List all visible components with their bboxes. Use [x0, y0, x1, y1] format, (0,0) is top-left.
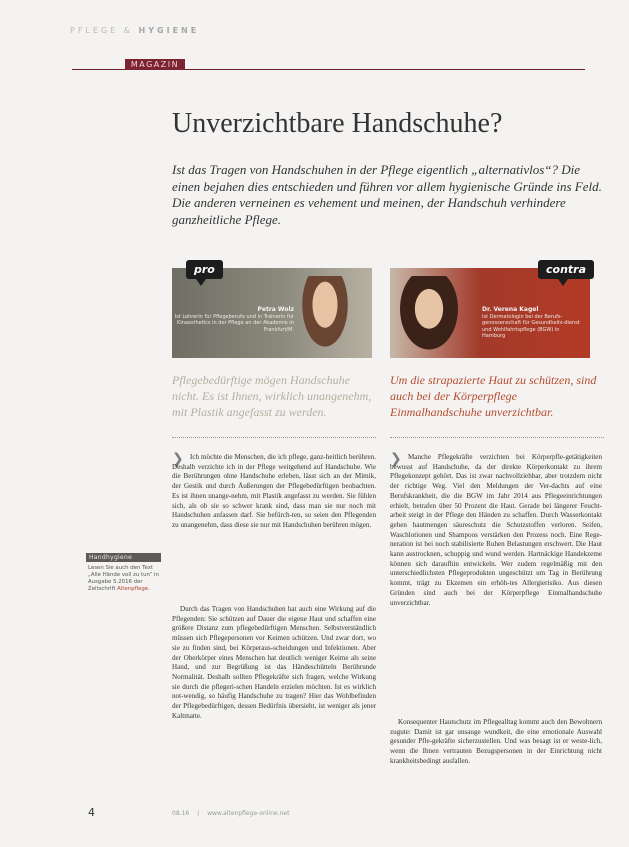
sidebar-heading: Handhygiene: [86, 553, 161, 562]
contra-bubble: [538, 260, 594, 286]
pro-paragraph-2: Durch das Tragen von Handschuhen hat auch eine Wirkung auf die Pflegenden: Sie schützen auf Dauer die eigene Haut und schaffen eine größere Distanz zum pflegebedürftigen Menschen. Selbstverständlich müssen sich Pflegepersonen vor Keimen schützen. Und zwar dort, wo sie zu finden sind, bei Körperaus-scheidungen und Infektionen. Aber der Oberkörper eines Menschen hat deutlich weniger Keime als seine Hand, und zur Begrüßung ist das Händeschütteln Berührunde Normalität. Deshalb sollten Pflegekräfte sich fragen, welche Wirkung sie durch die pflegeri-schen Handeln erzielen möchten. Ist es wirklich not-wendig, so häufig Handschuhe zu tragen? Hier das Wohlbefinden der Pflegebedürftigen, dessen Bedürfnis übersieht, ist weniger als jener Kaltmatte.: [172, 605, 376, 720]
contra-quote: Um die strapazierte Haut zu schützen, sind auch bei der Körperpflege Einmalhandschuhe unverzichtbar.: [390, 373, 597, 419]
article-title: Unverzichtbare Handschuhe?: [172, 108, 503, 139]
contra-portrait: [394, 276, 464, 358]
pro-chevron-icon: ❯: [172, 451, 184, 467]
contra-divider: [390, 437, 604, 438]
footer-issue-number: 08.16: [172, 810, 190, 817]
pro-paragraph-1: Ich möchte die Menschen, die ich pflege, ganz-heitlich berühren. Deshalb verzichte ich in der Pflege weitgehend auf Handschuhe. Wie die Berührungen ohne Handschuhe erleben, lässt sich an der Mimik, der Gestik und durch Äußerungen der Pflegebedürftigen beobachten. Es ist ihnen unange-nehm, mit Plastik angefasst zu werden. Sie fühlen sich, als ob sie so schwer krank sind, dass man sie nur noch mit Handschuhen anfassen darf. Sie befürch-ten, so seien den Pflegenden zu unangenehm, dass diese sie nur mit Handschuhen berühren mögen.: [172, 453, 376, 529]
sidebar-note: [88, 565, 160, 593]
contra-description: Ist Dermatologin bei der Berufs-genossenschaft für Gesundheits-dienst und Wohlfahrtspflege (BGW) in Hamburg: [482, 314, 580, 339]
page-number: 4: [88, 806, 95, 819]
contra-label: contra: [538, 260, 594, 279]
pro-description: Ist Lehrerin für Pflegeberufe und in Trainerin für Kinaesthetics in der Pflege an der Akademie in Frankfurt/M.: [174, 314, 294, 333]
pro-bubble: [186, 260, 223, 286]
contra-paragraph-2: Konsequenter Hautschutz im Pflegealltag kommt auch den Bewohnern zugute: Damit ist gar unsauge wundkeit, die eine emotionale Auswahl gesunder Pfle-gekräfte sicherzustellen. Und was besagt ist er weste-lich, wenn die Ihnen vertrauten Bezugspersonen in der Einrichtung nicht krankheitsbedingt ausfallen.: [390, 718, 602, 765]
pro-label: pro: [186, 260, 223, 279]
section-badge: MAGAZIN: [125, 59, 185, 70]
pro-quote: Pflegebedürftige mögen Handschuhe nicht. Es ist Ihnen, wirklich unangenehm, mit Plastik angefasst zu werden.: [172, 373, 372, 419]
sidebar-text: Lesen Sie auch den Text „Alle Hände voll zu tun“ in Ausgabe 5.2016 der Zeitschrift: [88, 565, 159, 592]
footer-separator: |: [197, 810, 200, 817]
contra-chevron-icon: ❯: [390, 451, 402, 467]
pro-name: Petra Wolz: [257, 306, 294, 313]
section-kicker: [70, 26, 199, 35]
article-lead: Ist das Tragen von Handschuhen in der Pflege eigentlich „alternativlos“? Die einen bejahen dies entschieden und führen vor allem hygienische Gründe ins Feld. Die anderen verneinen es vehement und meinen, der Handschuh verhindere ganzheitliche Pflege.: [172, 162, 602, 227]
pro-bubble-tail: [196, 279, 206, 286]
pro-divider: [172, 437, 376, 438]
contra-paragraph-1: Manche Pflegekräfte verzichten bei Körperpfle-getätigkeiten bewusst auf Handschuhe, da der direkte Körperkontakt zu ihrem Pflegekonzept gehört. Das ist zwar nachvollziehbar, aber trotzdem nicht der richtige Weg. Viel den Meldungen der Ver-dachts auf eine Berufskrankheit, die die BGW im Jahr 2014 aus Pflegeeinrichtungen erhielt, betrafen über 50 Prozent die Haut. Gerade bei längerer Feucht-arbeit steigt in der Pflege den Händen zu schaffen. Durch Wasserkontakt gehen hautmengen säureschutz die Schutzstoffen verloren. Seifen, Waschlotionen und Shampoos verstärken den Prozess noch. Eine Rege-neration ist bei noch stabilisierte Ruhen Belastungen erschwert. Die Haut kann austrocknen, schuppig und wund werden. Hartnäckige Handekzeme können sich daraufhin entwickeln. Wer zudem regelmäßig mit den unterschiedlichsten Pflegeprodukten ungeschützt um Tag in Berührung kommt, trägt zu Ekzemen ein erhöh-tes Allergierisiko. Aus diesen Gründen sind auch bei der Körperpflege Einmalhandschuhe unverzichtbar.: [390, 453, 602, 607]
section-kicker-main: HYGIENE: [138, 26, 200, 35]
footer-url[interactable]: www.altenpflege-online.net: [207, 810, 290, 817]
section-kicker-prefix: PFLEGE &: [70, 26, 133, 35]
contra-bubble-tail: [558, 279, 568, 286]
contra-name: Dr. Verena Kagel: [482, 306, 539, 313]
footer-issue: [172, 810, 289, 817]
pro-portrait: [296, 276, 354, 358]
sidebar-link[interactable]: Altenpflege.: [117, 586, 150, 592]
